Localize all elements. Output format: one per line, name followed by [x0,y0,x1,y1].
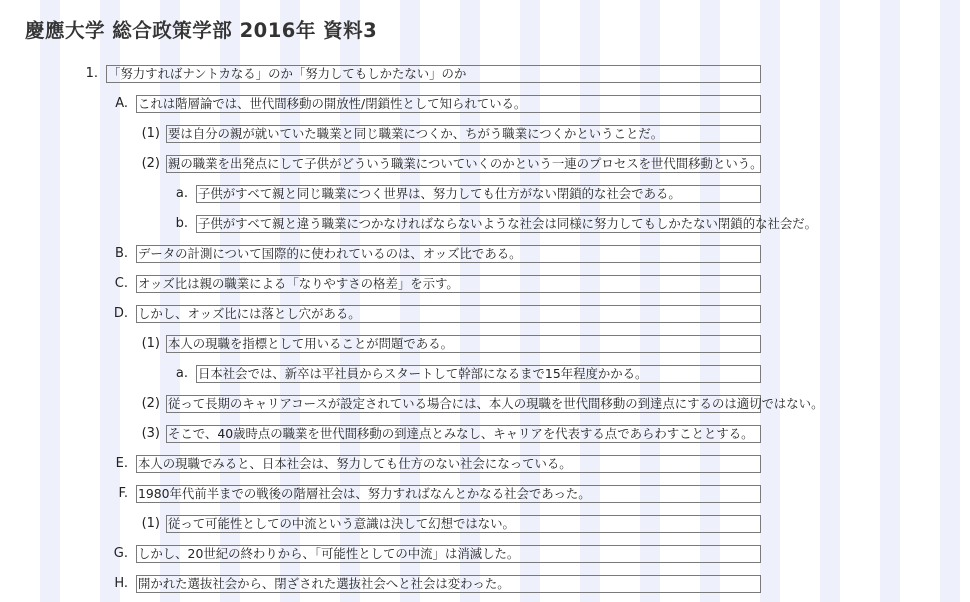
outline-text: 子供がすべて親と違う職業につかなければならないような社会は同様に努力してもしかたない閉鎖的な社会だ。 [198,216,818,231]
outline-text: 本人の現職を指標として用いることが問題である。 [166,335,761,353]
outline-text: 1980年代前半までの戦後の階層社会は、努力すればなんとかなる社会であった。 [136,485,761,503]
outline-marker: 1. [85,66,98,81]
outline-text: 子供がすべて親と同じ職業につく世界は、努力しても仕方がない閉鎖的な社会である。 [196,185,761,203]
outline-marker: E. [115,456,128,471]
outline-marker: F. [118,486,128,501]
outline-text: これは階層論では、世代間移動の開放性/閉鎖性として知られている。 [136,95,761,113]
outline-text: 親の職業を出発点にして子供がどういう職業についていくのかという一連のプロセスを世代間移動という。 [168,156,763,171]
outline-text: 本人の現職でみると、日本社会は、努力しても仕方のない社会になっている。 [136,455,761,473]
outline-marker: (3) [141,426,160,441]
outline-text: オッズ比は親の職業による「なりやすさの格差」を示す。 [136,275,761,293]
outline-marker: B. [114,246,128,261]
outline-marker: b. [175,216,188,231]
outline-text: そこで、40歳時点の職業を世代間移動の到達点とみなし、キャリアを代表する点であらわすこととする。 [166,425,761,443]
outline-marker: (1) [141,516,160,531]
outline-text: 「努力すればナントカなる」のか「努力してもしかたない」のか [106,65,761,83]
outline-text: 日本社会では、新卒は平社員からスタートして幹部になるまで15年程度かかる。 [196,365,761,383]
outline-marker: (1) [141,336,160,351]
outline-text: 従って長期のキャリアコースが設定されている場合には、本人の現職を世代間移動の到達点にするのは適切ではない。 [168,396,824,411]
page-title: 慶應大学 総合政策学部 2016年 資料3 [25,19,378,42]
outline-marker: G. [113,546,128,561]
outline-marker: a. [175,186,188,201]
outline-marker: (1) [141,126,160,141]
outline-text: 要は自分の親が就いていた職業と同じ職業につくか、ちがう職業につくかということだ。 [166,125,761,143]
outline-text: しかし、20世紀の終わりから、「可能性としての中流」は消滅した。 [136,545,761,563]
outline-marker: (2) [141,396,160,411]
outline-marker: A. [115,96,128,111]
outline-marker: C. [114,276,128,291]
outline-marker: (2) [141,156,160,171]
outline-marker: a. [175,366,188,381]
outline-marker: H. [114,576,128,591]
outline-text: しかし、オッズ比には落とし穴がある。 [136,305,761,323]
outline-marker: D. [113,306,128,321]
outline-text: データの計測について国際的に使われているのは、オッズ比である。 [136,245,761,263]
outline-text: 開かれた選抜社会から、閉ざされた選抜社会へと社会は変わった。 [136,575,761,593]
outline-text: 従って可能性としての中流という意識は決して幻想ではない。 [166,515,761,533]
